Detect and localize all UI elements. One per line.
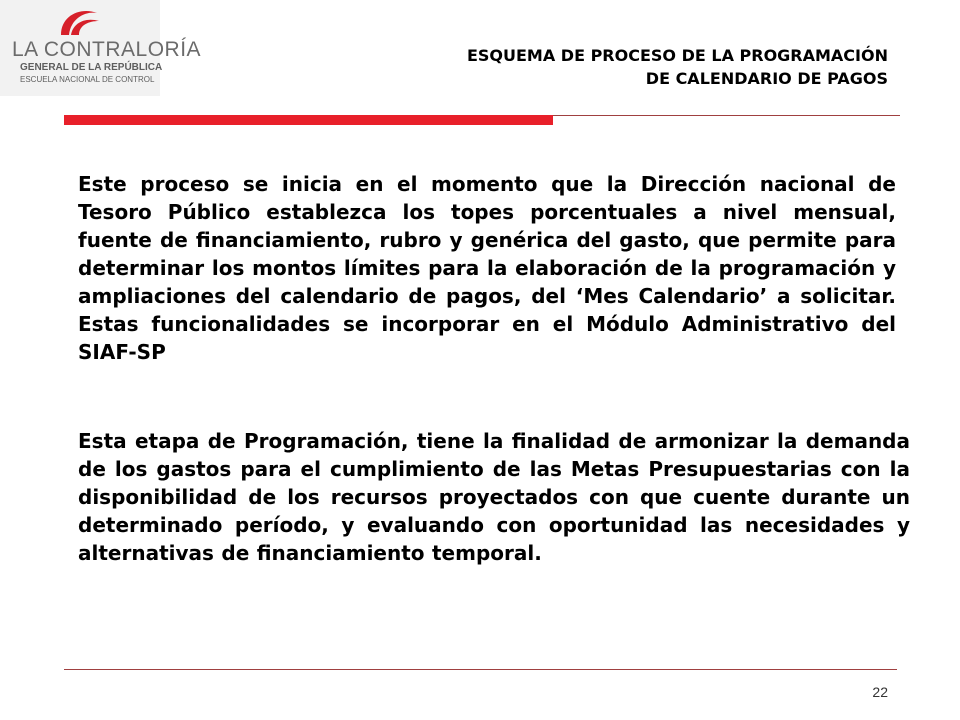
logo [0,0,202,96]
logo-emblem-icon [57,5,103,39]
page-title-line1: ESQUEMA DE PROCESO DE LA PROGRAMACIÓN [466,46,888,65]
page-number: 22 [872,684,888,700]
logo-school: ESCUELA NACIONAL DE CONTROL [20,75,155,84]
page-title-line2: DE CALENDARIO DE PAGOS [645,69,888,88]
page-title [467,44,888,90]
logo-subtitle: GENERAL DE LA REPÚBLICA [20,62,163,73]
logo-title: LA CONTRALORÍA [12,38,202,61]
header-red-bar [64,115,553,125]
body-paragraph-1: Este proceso se inicia en el momento que la Dirección nacional de Tesoro Público establezca los topes porcentuales a nivel mensual, fuente de financiamiento, rubro y genérica del gasto, que permite para determinar los montos límites para la elaboración de la programación y ampliaciones del calendario de pagos, del ‘Mes Calendario’ a solicitar. Estas funcionalidades se incorporar en el Módulo Administrativo del SIAF-SP [78,172,896,364]
body-paragraph-2: Esta etapa de Programación, tiene la finalidad de armonizar la demanda de los gastos para el cumplimiento de las Metas Presupuestarias con la disponibilidad de los recursos proyectados con que cuente durante un determinado período, y evaluando con oportunidad las necesidades y alternativas de financiamiento temporal. [78,429,910,565]
footer-divider [64,669,897,670]
header-divider [553,115,900,116]
